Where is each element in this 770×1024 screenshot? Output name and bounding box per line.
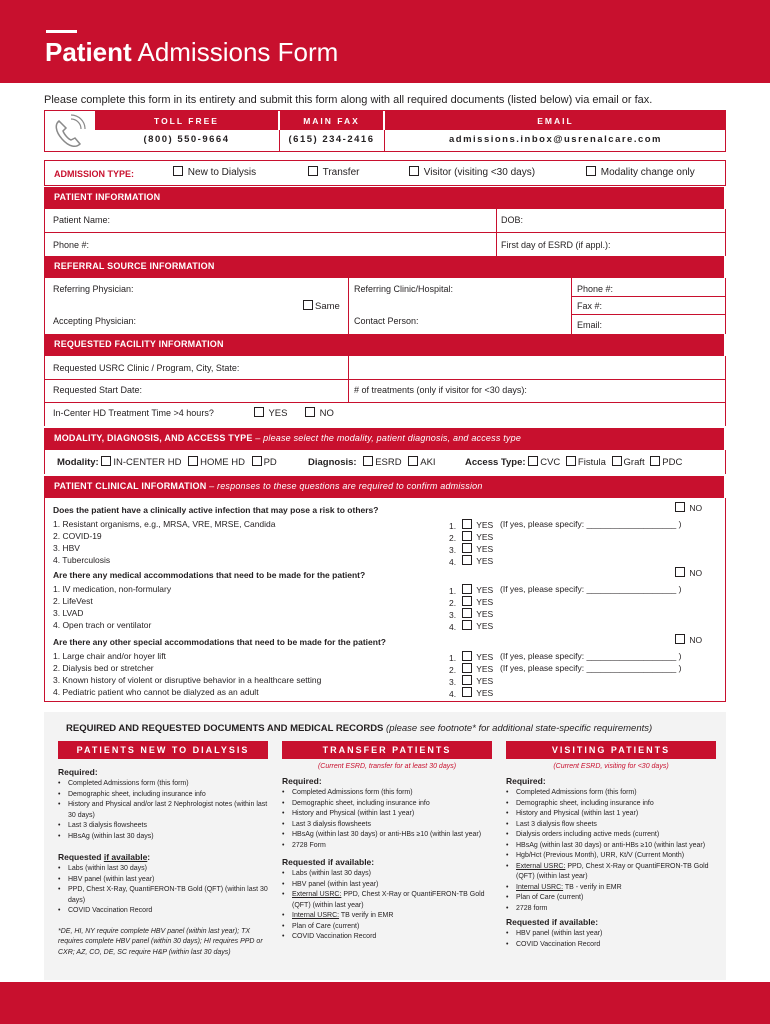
checkbox-square[interactable] bbox=[308, 166, 318, 176]
email-address[interactable]: admissions.inbox@usrenalcare.com bbox=[448, 134, 663, 145]
yes-label: YES bbox=[476, 609, 494, 619]
referring-physician-field[interactable]: Referring Physician: bbox=[53, 284, 134, 294]
patient-phone-field[interactable]: Phone #: bbox=[53, 240, 90, 250]
same-label: Same bbox=[315, 301, 340, 312]
footer-bar bbox=[0, 982, 770, 1024]
admission-visitor-checkbox[interactable] bbox=[409, 166, 535, 178]
list-item bbox=[282, 890, 492, 911]
item-number: 4. bbox=[449, 622, 457, 632]
list-item: • COVID Vaccination Record bbox=[282, 932, 492, 943]
question-item: 3. LVAD bbox=[53, 608, 84, 618]
yes-checkbox[interactable] bbox=[462, 651, 493, 662]
question-text: Does the patient have a clinically active infection that may pose a risk to others? bbox=[53, 505, 379, 515]
list-item: • History and Physical (within last 1 year) bbox=[282, 809, 492, 820]
option-home-hd[interactable]: HOME HD bbox=[200, 457, 245, 468]
visiting-column bbox=[506, 741, 716, 950]
option-esrd[interactable]: ESRD bbox=[375, 457, 402, 468]
checkbox-square[interactable] bbox=[303, 300, 313, 310]
list-item: • Completed Admissions form (this form) bbox=[282, 788, 492, 799]
option-cvc[interactable]: CVC bbox=[540, 457, 561, 468]
specify-field[interactable]: (If yes, please specify: ___________________ ) bbox=[500, 584, 682, 594]
checkbox-square[interactable] bbox=[252, 456, 262, 466]
yes-label: YES bbox=[476, 664, 494, 674]
question-item: 2. Dialysis bed or stretcher bbox=[53, 663, 154, 673]
list-item bbox=[282, 911, 492, 922]
list-item: • Hgb/Hct (Previous Month), URR, Kt/V (Current Month) bbox=[506, 851, 716, 862]
new-required-list bbox=[58, 779, 268, 842]
required-label: Required: bbox=[506, 776, 546, 786]
start-date-field[interactable]: Requested Start Date: bbox=[53, 385, 143, 395]
yes-label: YES bbox=[268, 408, 288, 419]
access-label: Access Type: bbox=[465, 457, 526, 468]
checkbox-square[interactable] bbox=[462, 687, 472, 697]
question-item: 4. Tuberculosis bbox=[53, 555, 111, 565]
item-number: 2. bbox=[449, 533, 457, 543]
list-item bbox=[506, 883, 716, 894]
new-to-dialysis-header: PATIENTS NEW TO DIALYSIS bbox=[58, 741, 268, 759]
patient-name-field[interactable]: Patient Name: bbox=[53, 215, 111, 225]
question-item: 3. HBV bbox=[53, 543, 80, 553]
option-label: Modality change only bbox=[600, 167, 695, 178]
referral-title: REFERRAL SOURCE INFORMATION bbox=[44, 256, 724, 278]
admission-transfer-checkbox[interactable] bbox=[308, 166, 359, 178]
specify-field[interactable]: (If yes, please specify: ___________________ ) bbox=[500, 519, 682, 529]
toll-free-number[interactable]: (800) 550-9664 bbox=[143, 134, 230, 145]
yes-checkbox[interactable] bbox=[462, 608, 493, 619]
checkbox-square[interactable] bbox=[462, 519, 472, 529]
checkbox-square[interactable] bbox=[462, 663, 472, 673]
yes-checkbox[interactable] bbox=[462, 620, 493, 631]
option-aki[interactable]: AKI bbox=[420, 457, 436, 468]
external-usrc-label: External USRC: bbox=[516, 862, 566, 870]
option-pd[interactable]: PD bbox=[263, 457, 277, 468]
visiting-header: VISITING PATIENTS bbox=[506, 741, 716, 759]
facility-title: REQUESTED FACILITY INFORMATION bbox=[44, 334, 724, 356]
question-item: 1. IV medication, non-formulary bbox=[53, 584, 172, 594]
col-divider bbox=[348, 278, 349, 334]
list-item: • Completed Admissions form (this form) bbox=[58, 779, 268, 790]
modality-label: Modality: bbox=[57, 457, 99, 468]
new-to-dialysis-column bbox=[58, 741, 268, 958]
option-fistula[interactable]: Fistula bbox=[577, 457, 606, 468]
requested-label-a: Requested bbox=[58, 852, 104, 862]
treatment-time-label: In-Center HD Treatment Time >4 hours? bbox=[53, 408, 214, 418]
checkbox-square[interactable] bbox=[462, 584, 472, 594]
list-item: • PPD, Chest X-Ray, QuantiFERON-TB Gold (QFT) (within last 30 days) bbox=[58, 885, 268, 906]
yes-checkbox[interactable] bbox=[462, 675, 493, 686]
item-number: 3. bbox=[449, 610, 457, 620]
documents-heading-text: REQUIRED AND REQUESTED DOCUMENTS AND MEDICAL RECORDS bbox=[66, 723, 384, 734]
yes-checkbox[interactable] bbox=[462, 543, 493, 554]
esrd-first-day-field[interactable]: First day of ESRD (if appl.): bbox=[501, 240, 611, 250]
question-text: Are there any other special accommodations that need to be made for the patient? bbox=[53, 637, 386, 647]
item-number: 1. bbox=[449, 521, 457, 531]
admission-type-label: ADMISSION TYPE: bbox=[54, 169, 135, 179]
yes-checkbox[interactable] bbox=[462, 596, 493, 607]
row-divider bbox=[571, 314, 726, 315]
item-number: 4. bbox=[449, 689, 457, 699]
list-item: • HBsAg (within last 30 days) bbox=[58, 832, 268, 843]
list-item: • HBV panel (within last year) bbox=[58, 875, 268, 886]
transfer-subtitle: (Current ESRD, transfer for at least 30 days) bbox=[317, 763, 457, 770]
question-item: 4. Open trach or ventilator bbox=[53, 620, 152, 630]
main-fax-header: MAIN FAX bbox=[280, 111, 383, 130]
item-number: 2. bbox=[449, 665, 457, 675]
checkbox-square[interactable] bbox=[650, 456, 660, 466]
question-text: Are there any medical accommodations that need to be made for the patient? bbox=[53, 570, 366, 580]
question-item: 4. Pediatric patient who cannot be dialyzed as an adult bbox=[53, 687, 259, 697]
transfer-required-list bbox=[282, 788, 492, 851]
item-number: 3. bbox=[449, 677, 457, 687]
internal-usrc-text: TB - verify in EMR bbox=[563, 883, 622, 891]
external-usrc-label: External USRC: bbox=[292, 891, 342, 898]
yes-label: YES bbox=[476, 532, 494, 542]
toll-free-header: TOLL FREE bbox=[95, 111, 278, 130]
referring-clinic-field[interactable]: Referring Clinic/Hospital: bbox=[354, 284, 454, 294]
yes-label: YES bbox=[476, 621, 494, 631]
col-divider bbox=[348, 356, 349, 402]
required-label: Required: bbox=[58, 767, 98, 777]
requested-label-c: : bbox=[147, 852, 151, 862]
transfer-header: TRANSFER PATIENTS bbox=[282, 741, 492, 759]
list-item: • Last 3 dialysis flowsheets bbox=[58, 821, 268, 832]
checkbox-square[interactable] bbox=[528, 456, 538, 466]
requested-clinic-field[interactable]: Requested USRC Clinic / Program, City, State: bbox=[53, 363, 240, 373]
requested-label: Requested if available: bbox=[282, 857, 375, 867]
specify-field[interactable]: (If yes, please specify: ___________________ ) bbox=[500, 651, 682, 661]
no-label: NO bbox=[689, 503, 703, 513]
checkbox-square[interactable] bbox=[305, 407, 315, 417]
list-item: • 2728 form bbox=[506, 904, 716, 915]
checkbox-square[interactable] bbox=[675, 634, 685, 644]
list-item: • HBsAg (within last 30 days) or anti-HBs ≥10 (within last year) bbox=[282, 830, 492, 841]
intro-text: Please complete this form in its entirety and submit this form along with all required documents (listed below) via email or fax. bbox=[44, 94, 653, 106]
checkbox-square[interactable] bbox=[586, 166, 596, 176]
clinical-title bbox=[44, 476, 724, 498]
row-divider bbox=[44, 379, 726, 380]
contact-person-field[interactable]: Contact Person: bbox=[354, 316, 419, 326]
yes-label: YES bbox=[476, 544, 494, 554]
internal-usrc-label: Internal USRC: bbox=[516, 883, 564, 891]
modality-title-note: – please select the modality, patient diagnosis, and access type bbox=[252, 433, 522, 443]
col-divider bbox=[571, 278, 572, 334]
checkbox-square[interactable] bbox=[675, 567, 685, 577]
yes-label: YES bbox=[476, 585, 494, 595]
item-number: 2. bbox=[449, 598, 457, 608]
external-usrc-text: PPD, Chest X-Ray or QuantiFERON-TB Gold (QFT) (within last year) bbox=[292, 891, 485, 909]
clinical-title-text: PATIENT CLINICAL INFORMATION bbox=[54, 481, 207, 491]
no-checkbox[interactable] bbox=[675, 567, 702, 578]
yes-label: YES bbox=[476, 688, 494, 698]
list-item: • HBV panel (within last year) bbox=[282, 880, 492, 891]
list-item: • 2728 Form bbox=[282, 841, 492, 852]
same-checkbox[interactable] bbox=[303, 300, 340, 312]
list-item: • Labs (within last 30 days) bbox=[58, 864, 268, 875]
internal-usrc-text: TB verify in EMR bbox=[339, 912, 394, 919]
list-item: • Completed Admissions form (this form) bbox=[506, 788, 716, 799]
state-footnote: *DE, HI, NY require complete HBV panel (within last year); TX requires complete HBV panel (within 30 days); HI requires PPD or CXR; AZ, CO, DE, SC require H&P (within last 30 days) bbox=[58, 927, 263, 956]
checkbox-square[interactable] bbox=[409, 166, 419, 176]
modality-options bbox=[57, 456, 277, 468]
question-item: 2. LifeVest bbox=[53, 596, 93, 606]
item-number: 1. bbox=[449, 653, 457, 663]
specify-field[interactable]: (If yes, please specify: ___________________ ) bbox=[500, 663, 682, 673]
patient-info-title: PATIENT INFORMATION bbox=[44, 187, 724, 209]
item-number: 1. bbox=[449, 586, 457, 596]
yes-label: YES bbox=[476, 652, 494, 662]
row-divider bbox=[44, 232, 726, 233]
access-options bbox=[465, 456, 682, 468]
list-item: • HBV panel (within last year) bbox=[506, 929, 716, 940]
yes-label: YES bbox=[476, 597, 494, 607]
list-item: • Demographic sheet, including insurance info bbox=[506, 799, 716, 810]
checkbox-square[interactable] bbox=[363, 456, 373, 466]
checkbox-square[interactable] bbox=[254, 407, 264, 417]
item-number: 4. bbox=[449, 557, 457, 567]
col-divider bbox=[496, 209, 497, 256]
no-label: NO bbox=[689, 568, 703, 578]
checkbox-square[interactable] bbox=[101, 456, 111, 466]
question-item: 1. Large chair and/or hoyer lift bbox=[53, 651, 166, 661]
list-item: • History and Physical (within last 1 year) bbox=[506, 809, 716, 820]
header-accent-line bbox=[46, 30, 77, 33]
new-requested-list bbox=[58, 864, 268, 917]
checkbox-square[interactable] bbox=[462, 620, 472, 630]
modality-title-text: MODALITY, DIAGNOSIS, AND ACCESS TYPE bbox=[54, 433, 253, 443]
yes-checkbox[interactable] bbox=[462, 663, 493, 674]
row-divider bbox=[571, 296, 726, 297]
yes-label: YES bbox=[476, 556, 494, 566]
list-item: • Labs (within last 30 days) bbox=[282, 869, 492, 880]
accepting-physician-field[interactable]: Accepting Physician: bbox=[53, 316, 137, 326]
option-label: New to Dialysis bbox=[187, 167, 257, 178]
visiting-subtitle: (Current ESRD, visiting for <30 days) bbox=[553, 763, 669, 770]
no-checkbox[interactable] bbox=[675, 502, 702, 513]
yes-checkbox[interactable] bbox=[462, 531, 493, 542]
list-item: • Plan of Care (current) bbox=[506, 893, 716, 904]
phone-ring-icon bbox=[49, 113, 93, 149]
external-usrc-text: PPD, Chest X-Ray or QuantiFERON-TB Gold (QFT) (within last year) bbox=[516, 862, 709, 880]
checkbox-square[interactable] bbox=[566, 456, 576, 466]
email-header: EMAIL bbox=[385, 111, 726, 130]
question-item: 2. COVID-19 bbox=[53, 531, 102, 541]
requested-label: Requested if available: bbox=[506, 917, 599, 927]
option-in-center-hd[interactable]: IN-CENTER HD bbox=[113, 457, 182, 468]
checkbox-square[interactable] bbox=[462, 555, 472, 565]
checkbox-square[interactable] bbox=[462, 543, 472, 553]
diagnosis-options bbox=[308, 456, 436, 468]
required-label: Required: bbox=[282, 776, 322, 786]
dob-field[interactable]: DOB: bbox=[501, 215, 524, 225]
question-item: 3. Known history of violent or disruptive behavior in a healthcare setting bbox=[53, 675, 322, 685]
yes-checkbox[interactable] bbox=[462, 687, 493, 698]
yes-checkbox[interactable] bbox=[462, 519, 493, 530]
list-item: • Demographic sheet, including insurance info bbox=[58, 790, 268, 801]
checkbox-square[interactable] bbox=[462, 531, 472, 541]
page-title bbox=[45, 37, 338, 68]
option-graft[interactable]: Graft bbox=[623, 457, 645, 468]
transfer-requested-list bbox=[282, 869, 492, 943]
option-label: Visitor (visiting <30 days) bbox=[423, 167, 536, 178]
list-item: • COVID Vaccination Record bbox=[506, 940, 716, 951]
checkbox-square[interactable] bbox=[675, 502, 685, 512]
list-item: • Dialysis orders including active meds (current) bbox=[506, 830, 716, 841]
requested-label-b: if available bbox=[103, 852, 148, 862]
list-item: • Demographic sheet, including insurance info bbox=[282, 799, 492, 810]
item-number: 3. bbox=[449, 545, 457, 555]
page-title-rest: Admissions Form bbox=[131, 37, 339, 67]
admission-new-checkbox[interactable] bbox=[173, 166, 256, 178]
visiting-requested-list bbox=[506, 929, 716, 950]
requested-label bbox=[58, 852, 268, 862]
list-item: • Last 3 dialysis flow sheets bbox=[506, 820, 716, 831]
list-item: • Last 3 dialysis flowsheets bbox=[282, 820, 492, 831]
admission-modality-checkbox[interactable] bbox=[586, 166, 695, 178]
list-item: • History and Physical and/or last 2 Nephrologist notes (within last 30 days) bbox=[58, 800, 268, 821]
internal-usrc-label: Internal USRC: bbox=[292, 912, 340, 919]
visiting-required-list bbox=[506, 788, 716, 914]
no-checkbox[interactable] bbox=[675, 634, 702, 645]
referral-fax-field[interactable]: Fax #: bbox=[577, 301, 603, 311]
documents-heading-note: (please see footnote* for additional state-specific requirements) bbox=[383, 723, 653, 734]
no-label: NO bbox=[319, 408, 334, 419]
referral-email-field[interactable]: Email: bbox=[577, 320, 603, 330]
treatment-time-no[interactable] bbox=[305, 407, 334, 419]
yes-label: YES bbox=[476, 520, 494, 530]
no-label: NO bbox=[689, 635, 703, 645]
option-label: Transfer bbox=[322, 167, 360, 178]
contact-box bbox=[44, 110, 726, 152]
yes-label: YES bbox=[476, 676, 494, 686]
checkbox-square[interactable] bbox=[462, 675, 472, 685]
documents-heading bbox=[66, 723, 652, 734]
yes-checkbox[interactable] bbox=[462, 584, 493, 595]
checkbox-square[interactable] bbox=[462, 608, 472, 618]
checkbox-square[interactable] bbox=[408, 456, 418, 466]
list-item bbox=[506, 862, 716, 883]
checkbox-square[interactable] bbox=[462, 651, 472, 661]
row-divider bbox=[44, 402, 726, 403]
referral-phone-field[interactable]: Phone #: bbox=[577, 284, 614, 294]
clinical-title-note: – responses to these questions are required to confirm admission bbox=[206, 481, 483, 491]
transfer-column bbox=[282, 741, 492, 943]
yes-checkbox[interactable] bbox=[462, 555, 493, 566]
list-item: • Plan of Care (current) bbox=[282, 922, 492, 933]
modality-title bbox=[44, 428, 724, 450]
treatment-time-yes[interactable] bbox=[254, 407, 287, 419]
diagnosis-label: Diagnosis: bbox=[308, 457, 357, 468]
checkbox-square[interactable] bbox=[462, 596, 472, 606]
question-item: 1. Resistant organisms, e.g., MRSA, VRE, MRSE, Candida bbox=[53, 519, 276, 529]
checkbox-square[interactable] bbox=[188, 456, 198, 466]
checkbox-square[interactable] bbox=[612, 456, 622, 466]
main-fax-number[interactable]: (615) 234-2416 bbox=[288, 134, 375, 145]
list-item: • HBsAg (within last 30 days) or anti-HBs ≥10 (within last year) bbox=[506, 841, 716, 852]
treatments-count-field[interactable]: # of treatments (only if visitor for <30 days): bbox=[354, 385, 527, 395]
list-item: • COVID Vaccination Record bbox=[58, 906, 268, 917]
page-title-bold: Patient bbox=[45, 37, 132, 67]
checkbox-square[interactable] bbox=[173, 166, 183, 176]
header-bar bbox=[0, 0, 770, 83]
option-pdc[interactable]: PDC bbox=[662, 457, 683, 468]
